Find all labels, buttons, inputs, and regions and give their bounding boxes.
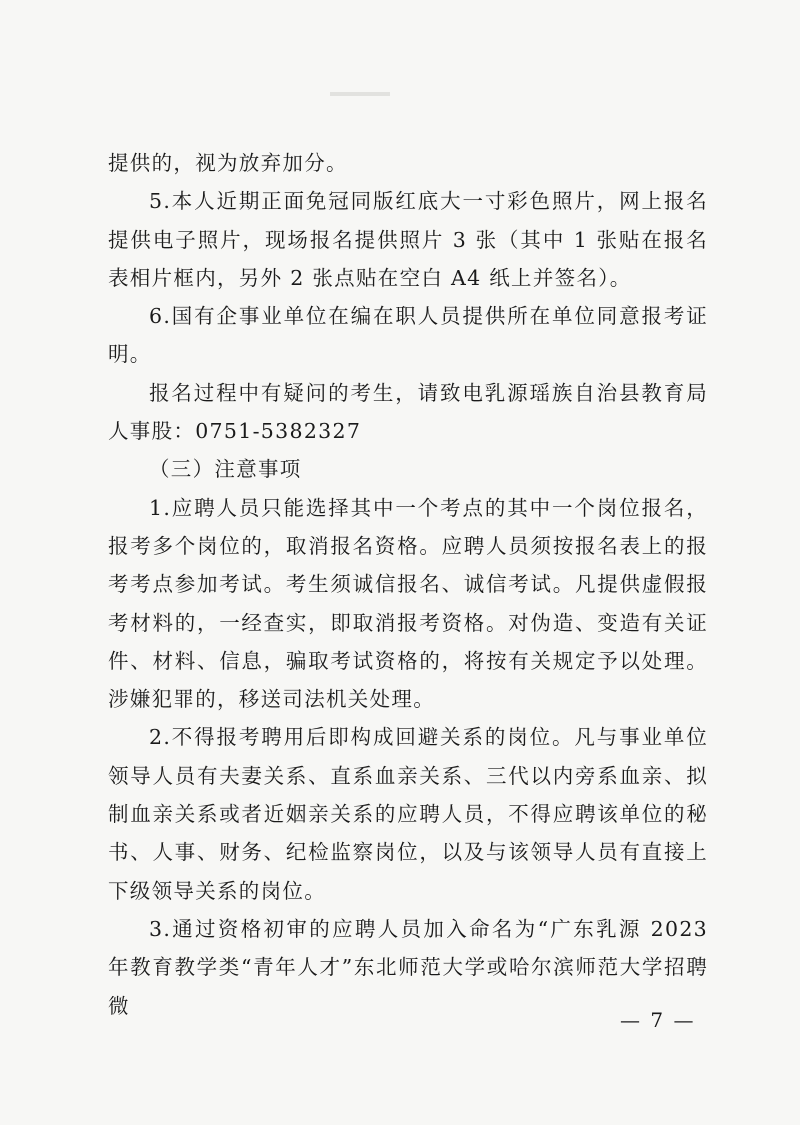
section-heading: （三）注意事项 [149,457,302,482]
paragraph-notice-2: 2.不得报考聘用后即构成回避关系的岗位。凡与事业单位领导人员有夫妻关系、直系血亲关系、三代以内旁系血亲、拟制血亲关系或者近姻亲关系的应聘人员，不得应聘该单位的秘书、人事、财务、纪检监察岗位，以及与该领导人员有直接上下级领导关系的岗位。 [108,725,708,903]
paragraph-item-6: 6.国有企事业单位在编在职人员提供所在单位同意报考证明。 [108,304,708,367]
paragraph-contact: 报名过程中有疑问的考生，请致电乳源瑶族自治县教育局人事股：0751-5382327 [108,380,708,444]
paragraph-notice-1: 1.应聘人员只能选择其中一个考点的其中一个岗位报名，报考多个岗位的，取消报名资格。应聘人员须按报名表上的报考考点参加考试。考生须诚信报名、诚信考试。凡提供虚假报考材料的，一经查实，即取消报考资格。对伪造、变造有关证件、材料、信息，骗取考试资格的，将按有关规定予以处理。涉嫌犯罪的，移送司法机关处理。 [108,495,708,712]
paragraph-continuation: 提供的，视为放弃加分。 [108,151,348,175]
paragraph-item-5: 5.本人近期正面免冠同版红底大一寸彩色照片，网上报名提供电子照片，现场报名提供照片 3 张（其中 1 张贴在报名表相片框内，另外 2 张点贴在空白 A4 纸上并签名）。 [108,189,708,290]
paragraph-notice-3: 3.通过资格初审的应聘人员加入命名为“广东乳源 2023 年教育教学类“青年人才”东北师范大学或哈尔滨师范大学招聘微 [108,916,708,1018]
page-number: — 7 — [620,1008,696,1032]
scan-artifact [330,92,390,96]
body-text [108,144,708,1025]
